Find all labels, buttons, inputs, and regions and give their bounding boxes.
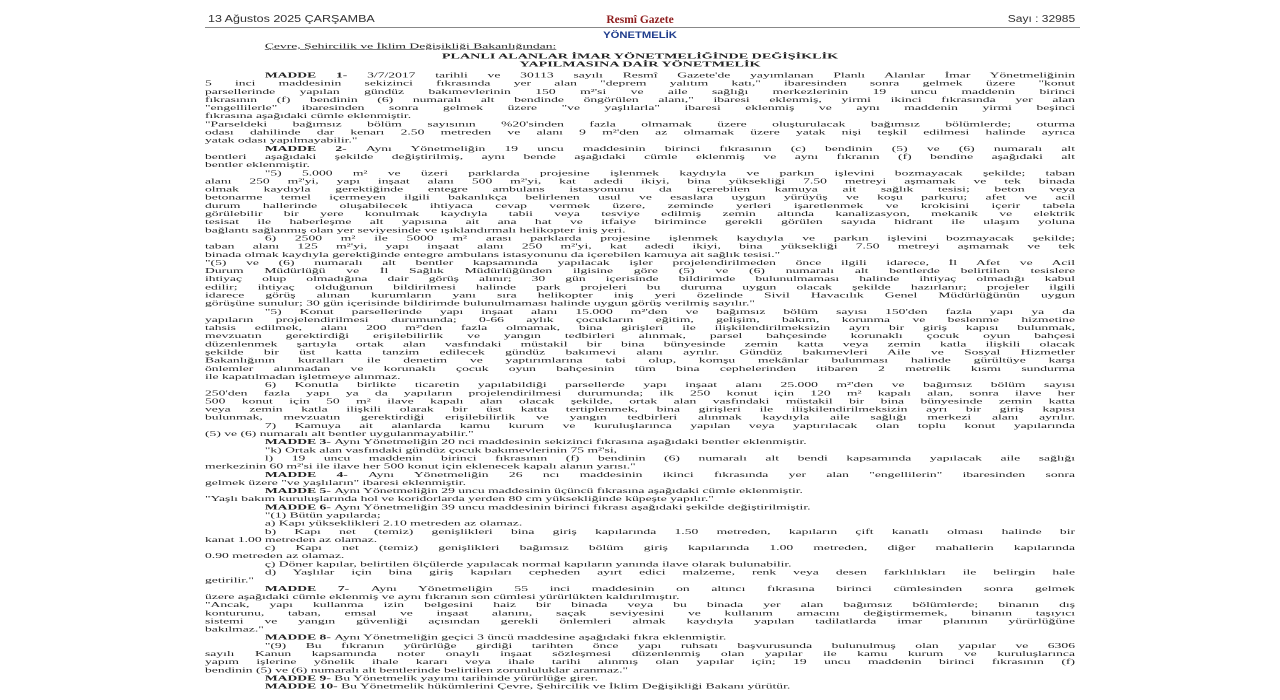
- text-line: [205, 112, 1075, 120]
- line-text: fıkrasının (f) bendinin (6) numaralı alt bendinde öngörülen alanı," ibaresi eklenmiş, yirmi ikinci fıkrasında yer alan: [205, 95, 1075, 104]
- article-line: [205, 584, 1075, 592]
- text-line: [205, 275, 1075, 283]
- line-text: "engellilerle" ibaresinden sonra gelmek üzere "ve yaşlılarla" ibaresi eklenmiş ve aynı maddenin yirmi beşinci: [205, 103, 1075, 112]
- text-line: [205, 625, 1075, 633]
- text-line: [205, 332, 1075, 340]
- gazette-title: Resmî Gazete: [606, 14, 674, 26]
- text-line: [205, 226, 1075, 234]
- line-text: yapım işlerine yönelik ihale kararı veya ihale tarihi alınmış olan yapılar için; 19 uncu maddenin birinci fıkrasının (f): [205, 657, 1075, 666]
- text-line: [205, 315, 1075, 323]
- article-line: [205, 674, 1075, 682]
- text-line: [205, 193, 1075, 201]
- text-line: [205, 397, 1075, 405]
- line-text: görüşüne sunulur; 30 gün içerisinde bildirimde bulunulmaması halinde uygun görüş verilmiş sayılır.": [205, 299, 755, 308]
- text-line: [205, 552, 1075, 560]
- text-line: [205, 666, 1075, 674]
- line-text: b) Kapı net (temiz) genişlikleri bina giriş kapılarında 1.50 metreden, kapıların çift kanatlı olması halinde bir: [264, 527, 1075, 536]
- text-line: [205, 462, 1075, 470]
- line-text: Bu Yönetmelik yayımı tarihinde yürürlüğe girer.: [334, 673, 599, 683]
- article-number: MADDE 5-: [264, 486, 335, 495]
- line-text: 6) 2500 m² ile 5000 m² arası parklarda projesine işlenmek kaydıyla ve parkın işlevini bozmayacak şekilde;: [264, 233, 1075, 243]
- line-text: Bakanlığının kuralları ile denetim ve yaptırımlarına tabi olup, komşu mekânlar bulunması halinde gürültüye karşı: [205, 356, 1075, 365]
- text-line: [205, 153, 1075, 161]
- line-text: üzere aşağıdaki cümle eklenmiş ve aynı fıkranın son cümlesi yürürlükten kaldırılmıştır.: [205, 592, 680, 601]
- text-line: [205, 242, 1075, 250]
- line-text: "5) 5.000 m² ve üzeri parklarda projesine işlenmek kaydıyla ve parkın işlevini bozmayacak şekilde; taban: [264, 168, 1075, 177]
- text-line: [205, 356, 1075, 364]
- line-text: bağlantı sağlanmış olan yer seviyesinde ve ışıklandırmalı helikopter iniş yeri.: [205, 225, 626, 234]
- text-line: [205, 218, 1075, 226]
- text-line: [205, 373, 1075, 381]
- text-line: [205, 535, 1075, 543]
- text-line: [205, 527, 1075, 535]
- text-line: [205, 478, 1075, 486]
- text-line: [205, 658, 1075, 666]
- line-text: "k) Ortak alan vasfındaki gündüz çocuk bakımevlerinin 75 m²'si,: [264, 445, 618, 454]
- text-line: [205, 283, 1075, 291]
- text-line: [205, 617, 1075, 625]
- line-text: kanat 1.00 metreden az olamaz.: [205, 535, 378, 544]
- text-line: [205, 519, 1075, 527]
- header-divider: [205, 27, 1080, 28]
- text-line: [205, 250, 1075, 258]
- line-text: "(5) ve (6) numaralı alt bentler kapsamında yapılacak işler projelendirilmeden önce ilgili idarece, İl Afet ve Acil: [205, 258, 1075, 267]
- line-text: Aynı Yönetmeliğin 39 uncu maddesinin birinci fıkrası aşağıdaki şekilde değiştirilmiştir.: [334, 502, 811, 512]
- text-line: [205, 364, 1075, 372]
- line-text: Aynı Yönetmeliğin 19 uncu maddesinin birinci fıkrasının (c) bendinin (5) ve (6) numaralı alt: [365, 144, 1075, 153]
- line-text: gelmek üzere "ve yaşlıların" ibaresi eklenmiştir.: [205, 478, 466, 487]
- line-text: bakılmaz.": [205, 625, 264, 634]
- line-text: taban alanı 125 m²'yi, yapı inşaat alanı 250 m²'yi, kat adedi ikiyi, bina yüksekliği 7.50 metreyi aşmamak ve tek: [205, 242, 1075, 251]
- line-text: odası dahilinde dar kenarı 2.50 metreden ve alanı 9 m²'den az olmamak üzere yatak nişi teşkil edilmesi halinde ayrıca: [205, 128, 1075, 137]
- line-text: 7) Kamuya ait alanlarda kamu kurum ve kuruluşlarınca yapılan veya yaptırılacak olan toplu konut yapılarında: [264, 421, 1075, 430]
- line-text: sayılı Kanun kapsamında noter onaylı inşaat sözleşmesi düzenlenmiş olan yapılar ile kamu kurum ve kuruluşlarınca: [205, 649, 1075, 658]
- issue-date: 13 Ağustos 2025 ÇARŞAMBA: [208, 14, 375, 25]
- text-line: [205, 177, 1075, 185]
- ministry-name: Çevre, Şehircilik ve İklim Değişikliği Bakanlığından:: [264, 42, 557, 51]
- line-text: 500 konut için 50 m² ilave kapalı alan olacak şekilde, ortak alan vasfındaki müstakil bir bina bünyesinde zemin katta: [205, 396, 1075, 406]
- line-text: yatak odası yapılmayabilir.": [205, 136, 358, 145]
- text-line: [205, 169, 1075, 177]
- line-text: Aynı Yönetmeliğin 29 uncu maddesinin üçüncü fıkrasına aşağıdaki cümle eklenmiştir.: [334, 486, 803, 495]
- text-line: [205, 560, 1075, 568]
- text-line: [205, 258, 1075, 266]
- line-text: Aynı Yönetmeliğin geçici 3 üncü maddesine aşağıdaki fıkra eklenmiştir.: [334, 633, 727, 642]
- regulation-title-line: PLANLI ALANLAR İMAR YÖNETMELİĞİNDE DEĞİŞİKLİK: [441, 51, 839, 61]
- text-line: [205, 210, 1075, 218]
- text-line: [205, 201, 1075, 209]
- line-text: 250'den fazla yapı ya da yapıların projelendirilmesi durumunda; ilk 250 konut için 120 m² kapalı alan, sonra ilave her: [205, 388, 1075, 397]
- line-text: bendinin (5) ve (6) numaralı alt bentlerinde belirtilen zorunluluklar aranmaz.": [205, 665, 629, 674]
- line-text: (5) ve (6) numaralı alt bentler uygulanmayabilir.": [205, 429, 474, 438]
- text-line: [205, 650, 1075, 658]
- line-text: ile kapatılmadan işletmeye alınmaz.: [205, 372, 401, 381]
- text-line: [205, 79, 1075, 87]
- line-text: binada olmak kaydıyla gerektiğinde entegre ambulans istasyonunu da içerebilen kamuya ait sağlık tesisi.": [205, 250, 781, 259]
- line-text: merkezinin 60 m²'si ile ilave her 500 konut için eklenecek kapalı alanın yarısı.": [205, 462, 636, 471]
- article-number: MADDE 3-: [264, 437, 335, 446]
- line-text: c) Kapı net (temiz) genişlikleri bağımsız bölüm giriş kapılarında 1.00 metreden, diğer mahallerin kapılarında: [264, 543, 1075, 552]
- article-number: MADDE 7-: [264, 584, 371, 593]
- article-number: MADDE 6-: [264, 502, 335, 512]
- text-line: [205, 104, 1075, 112]
- line-text: idarece görüş alınan kurumların yanı sıra helikopter iniş yeri özelinde Sivil Havacılık Genel Müdürlüğünün uygun: [205, 291, 1075, 300]
- text-line: [205, 87, 1075, 95]
- text-line: [205, 421, 1075, 429]
- text-line: [205, 128, 1075, 136]
- article-line: [205, 438, 1075, 446]
- line-text: bulunmak, mevzuatın gerektirdiği erişilebilirlik ve yangın tedbirleri alınmak kaydıyla aile sağlığı merkezi alanı ayrılır.: [205, 413, 1075, 422]
- line-text: mevzuatın gerektirdiği erişilebilirlik ve yangın tedbirleri alınmak, parsel bahçesinde korunaklı çocuk oyun bahçesi: [205, 331, 1075, 340]
- text-line: [205, 454, 1075, 462]
- line-text: veya zemin katla ilişkili olarak bir üst katta tertiplenmek, bina girişleri ile ilişkilendirilmeksizin ayrı bir giriş kapısı: [205, 405, 1075, 414]
- line-text: ihtiyaç olup olmadığına dair görüş alınır; 30 gün içerisinde bildirimde bulunulmaması halinde ihtiyaç olmadığı kabul: [205, 274, 1075, 283]
- article-line: [205, 503, 1075, 511]
- article-number: MADDE 9-: [264, 673, 335, 683]
- text-line: [205, 576, 1075, 584]
- section-heading: YÖNETMELİK: [603, 30, 677, 40]
- line-text: şekilde bir üst katta tanzim edilecek gündüz bakımevi alanı ayrılır. Gündüz bakımevleri Aile ve Sosyal Hizmetler: [205, 348, 1075, 357]
- line-text: "(9) Bu fıkranın yürürlüğe girdiği tarihten önce yapı ruhsatı başvurusunda bulunulmuş olan yapılar ve 6306: [264, 641, 1075, 650]
- line-text: Aynı Yönetmeliğin 20 nci maddesinin sekizinci fıkrasına aşağıdaki bentler eklenmiştir.: [334, 437, 807, 446]
- text-line: [205, 430, 1075, 438]
- text-line: [205, 95, 1075, 103]
- article-number: MADDE 1-: [264, 71, 368, 80]
- line-text: tahsis edilmek, alanı 200 m²'den fazla olmamak, bina girişleri ile ilişkilendirilmeksizin ayrı bir giriş kapısı bulunmak,: [205, 323, 1075, 332]
- line-text: 0.90 metreden az olamaz.: [205, 551, 345, 560]
- line-text: tesisat ile haberleşme alt yapısına ait ana hat ve itfaiye birimince gerekli görülen sayıda hidrant ile ulaşım yoluna: [205, 217, 1075, 226]
- text-line: [205, 568, 1075, 576]
- article-number: MADDE 10-: [264, 682, 342, 691]
- text-line: [205, 389, 1075, 397]
- line-text: a) Kapı yükseklikleri 2.10 metreden az olamaz.: [264, 519, 523, 528]
- text-line: [205, 601, 1075, 609]
- text-line: [205, 161, 1075, 169]
- line-text: düzenlenmek şartıyla ortak alan vasfındaki müstakil bir bina bünyesinde zemin katta veya zemin katla ilişkili olacak: [205, 339, 1075, 349]
- article-line: [205, 633, 1075, 641]
- article-line: [205, 487, 1075, 495]
- line-text: durum hallerinde oluşabilecek ihtiyaca cevap vermek üzere, zeminde yerleri işaretlenmek ve krokisini içerir tabela: [205, 201, 1075, 210]
- line-text: "(1) Bütün yapılarda;: [264, 511, 381, 520]
- line-text: olmak kaydıyla gerektiğinde entegre ambulans istasyonunu da içerebilen kamuya ait sağlık tesisi; beton veya: [205, 185, 1075, 194]
- text-line: [205, 136, 1075, 144]
- line-text: "5) Konut parsellerinde yapı inşaat alanı 15.000 m²'den ve bağımsız bölüm sayısı 150'den fazla yapı ya da: [264, 307, 1075, 316]
- article-number: MADDE 2-: [264, 144, 366, 153]
- text-line: [205, 641, 1075, 649]
- text-line: [205, 234, 1075, 242]
- line-text: 5 inci maddesinin sekizinci fıkrasında yer alan "deprem yalıtım katı," ibaresinden sonra gelmek üzere "konut: [205, 79, 1075, 88]
- regulation-title-line: YAPILMASINA DAİR YÖNETMELİK: [519, 59, 761, 69]
- line-text: 6) Konutla birlikte ticaretin yapılabildiği parsellerde yapı inşaat alanı 25.000 m²'den ve bağımsız bölüm sayısı: [264, 380, 1075, 389]
- text-line: [205, 495, 1075, 503]
- text-line: [205, 544, 1075, 552]
- line-text: fıkrasına aşağıdaki cümle eklenmiştir.: [205, 111, 412, 120]
- article-number: MADDE 8-: [264, 633, 335, 642]
- line-text: 3/7/2017 tarihli ve 30113 sayılı Resmî Gazete'de yayımlanan Planlı Alanlar İmar Yönetmeliğinin: [367, 71, 1075, 80]
- text-line: [205, 348, 1075, 356]
- text-line: [205, 120, 1075, 128]
- article-line: [205, 71, 1075, 79]
- issue-number: Sayı : 32985: [1007, 14, 1075, 25]
- line-text: "Ancak, yapı kullanma izin belgesini haiz bir binada veya bu binada yer alan bağımsız bölümlerde; binanın dış: [205, 600, 1075, 609]
- text-line: [205, 381, 1075, 389]
- line-text: yapıların projelendirilmesi durumunda; 0-66 aylık çocukların eğitim, gelişim, bakım, korunma ve beslenme hizmetine: [205, 315, 1075, 324]
- line-text: edilir; ihtiyaç olduğunun bildirilmesi halinde park projeleri bu duruma uygun olacak şekilde hazırlanır; projeler ilgili: [205, 282, 1075, 292]
- text-line: [205, 185, 1075, 193]
- line-text: Aynı Yönetmeliğin 55 inci maddesinin on altıncı fıkrasına birinci cümlesinden sonra gelmek: [370, 584, 1075, 593]
- line-text: bentler eklenmiştir.: [205, 160, 310, 169]
- text-line: [205, 405, 1075, 413]
- line-text: bentleri aşağıdaki şekilde değiştirilmiş, aynı bende aşağıdaki cümle eklenmiş ve aynı fıkranın (f) bendine aşağıdaki alt: [205, 152, 1075, 161]
- text-line: [205, 340, 1075, 348]
- article-line: [205, 682, 1075, 690]
- line-text: konturunu, taban, emsal ve inşaat alanını, saçak seviyesini ve kullanım amacını değiştirmemek, binanın taşıyıcı: [205, 608, 1075, 617]
- line-text: getirilir.": [205, 576, 254, 585]
- text-line: [205, 291, 1075, 299]
- line-text: l) 19 uncu maddenin birinci fıkrasının (f) bendinin (6) numaralı alt bendi kapsamında yapılacak aile sağlığı: [264, 453, 1075, 463]
- line-text: d) Yaşlılar için bina giriş kapıları cepheden ayırt edici malzeme, renk veya desen farklılıkları ile belirgin hale: [264, 568, 1075, 577]
- line-text: parsellerinde yapılan gündüz bakımevlerinin 150 m²'si ve aile sağlığı merkezlerinin 19 uncu maddenin birinci: [205, 87, 1075, 96]
- text-line: [205, 307, 1075, 315]
- line-text: görülebilir bir yere konulmak kaydıyla tabii veya tesviye edilmiş zemin altında kanalizasyon, mekanik ve elektrik: [205, 209, 1075, 218]
- line-text: Durum Müdürlüğü ve İl Sağlık Müdürlüğünden ilgisine göre (5) ve (6) numaralı alt bentlerde belirtilen tesislere: [205, 266, 1075, 275]
- line-text: betonarme temel içermeyen ilgili bakanlıkça belirlenen usul ve esaslara uygun yürüyüş ve koşu parkuru; afet ve acil: [205, 193, 1075, 202]
- regulation-text: [205, 71, 1075, 690]
- line-text: "Yaşlı bakım kuruluşlarında hol ve koridorlarda yerden 80 cm yüksekliğinde küpeşte yapılır.": [205, 494, 714, 503]
- text-line: [205, 593, 1075, 601]
- line-text: "Parseldeki bağımsız bölüm sayısının %20'sinden fazla olmamak üzere oluşturulacak bağımsız bölümlerde; oturma: [205, 119, 1075, 129]
- line-text: önlemler alınmadan ve korunaklı çocuk oyun bahçesinin tüm bina cephelerinden itibaren 2 metrelik kısmı sundurma: [205, 364, 1075, 373]
- text-line: [205, 609, 1075, 617]
- line-text: Bu Yönetmelik hükümlerini Çevre, Şehircilik ve İklim Değişikliği Bakanı yürütür.: [341, 682, 791, 691]
- line-text: sistemi ve yangın güvenliği açısından gerekli önlemleri almak kaydıyla yapılan tadilatlarda imar planının yürürlüğüne: [205, 616, 1075, 626]
- text-line: [205, 511, 1075, 519]
- line-text: Aynı Yönetmeliğin 26 ncı maddesinin ikinci fıkrasında yer alan "engellilerin" ibaresinden sonra: [368, 470, 1075, 479]
- text-line: [205, 413, 1075, 421]
- regulation-body: [205, 42, 1075, 690]
- article-line: [205, 144, 1075, 152]
- text-line: [205, 446, 1075, 454]
- text-line: [205, 324, 1075, 332]
- line-text: alanı 250 m²'yi, yapı inşaat alanı 500 m²'yi, kat adedi ikiyi, bina yüksekliği 7.50 metreyi aşmamak ve tek binada: [205, 176, 1075, 186]
- article-line: [205, 470, 1075, 478]
- text-line: [205, 299, 1075, 307]
- line-text: ç) Döner kapılar, belirtilen ölçülerde yapılacak normal kapıların yanında ilave olarak bulunabilir.: [264, 559, 792, 569]
- text-line: [205, 267, 1075, 275]
- article-number: MADDE 4-: [264, 470, 369, 479]
